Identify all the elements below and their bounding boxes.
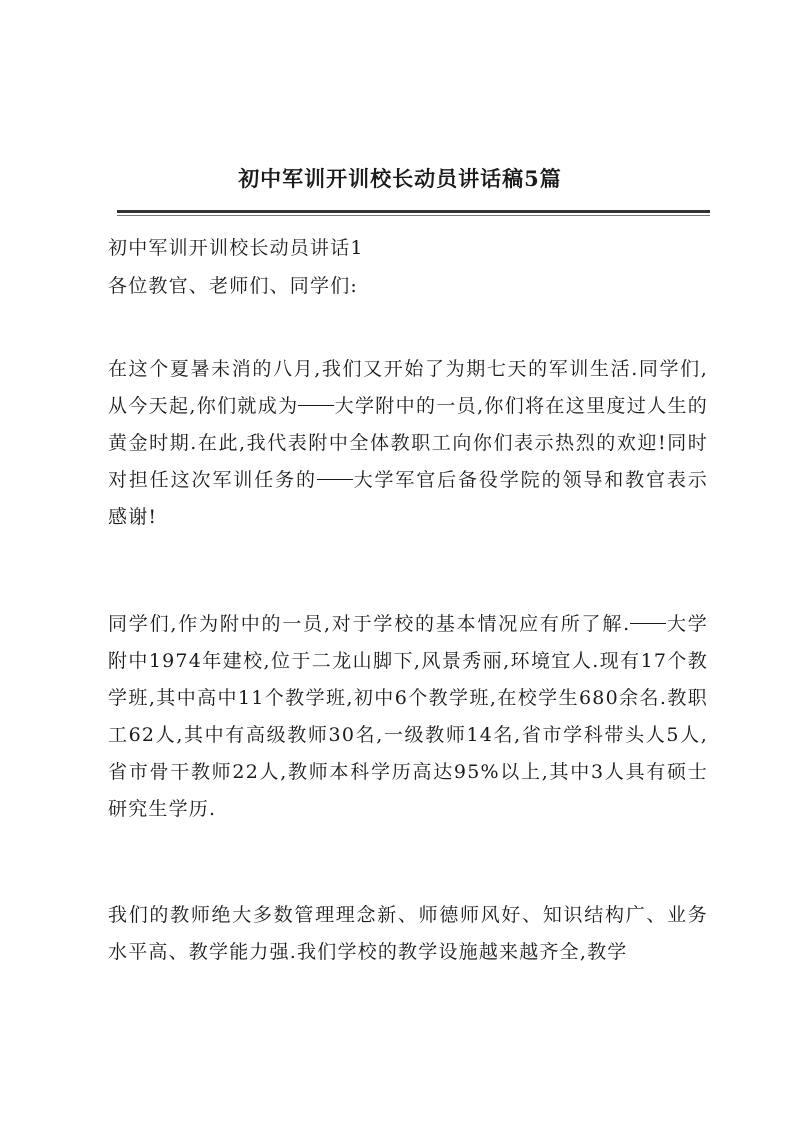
fill-blank bbox=[630, 623, 666, 624]
fill-blank bbox=[298, 405, 334, 406]
title-rule-thin bbox=[117, 215, 710, 216]
paragraph-1-part-c: 大学军官后备役学院的领导和教官表示感谢! bbox=[108, 469, 708, 528]
section-heading: 初中军训开训校长动员讲话1 bbox=[108, 237, 364, 259]
paragraph-1-part-b: 大学附中的一员,你们将在这里度过人生的黄金时期.在此,我代表附中全体教职工向你们表示热烈的欢迎!同时对担任这次军训任务的 bbox=[108, 395, 709, 491]
document-title: 初中军训开训校长动员讲话稿5篇 bbox=[238, 166, 562, 191]
salutation: 各位教官、老师们、同学们: bbox=[108, 275, 359, 297]
paragraph-2-part-b: 大学附中1974年建校,位于二龙山脚下,风景秀丽,环境宜人.现有17个教学班,其中高中11个教学班,初中6个教学班,在校学生680余名.教职工62人,其中有高级教师30名,一级教师14名,省市学科带头人5人,省市骨干教师22人,教师本科学历高达95%以上,其中3人具有硕士研究生学历. bbox=[108, 613, 708, 820]
paragraph-2 bbox=[108, 606, 708, 828]
paragraph-2-part-a: 同学们,作为附中的一员,对于学校的基本情况应有所了解. bbox=[108, 613, 631, 635]
paragraph-1 bbox=[108, 351, 708, 536]
paragraph-3-text: 我们的教师绝大多数管理理念新、师德师风好、知识结构广、业务水平高、教学能力强.我们学校的教学设施越来越齐全,教学 bbox=[108, 904, 708, 963]
fill-blank bbox=[317, 479, 353, 480]
paragraph-1-part-a: 在这个夏暑未消的八月,我们又开始了为期七天的军训生活.同学们,从今天起,你们就成为 bbox=[108, 358, 708, 417]
title-rule bbox=[117, 210, 710, 213]
paragraph-3 bbox=[108, 897, 708, 971]
